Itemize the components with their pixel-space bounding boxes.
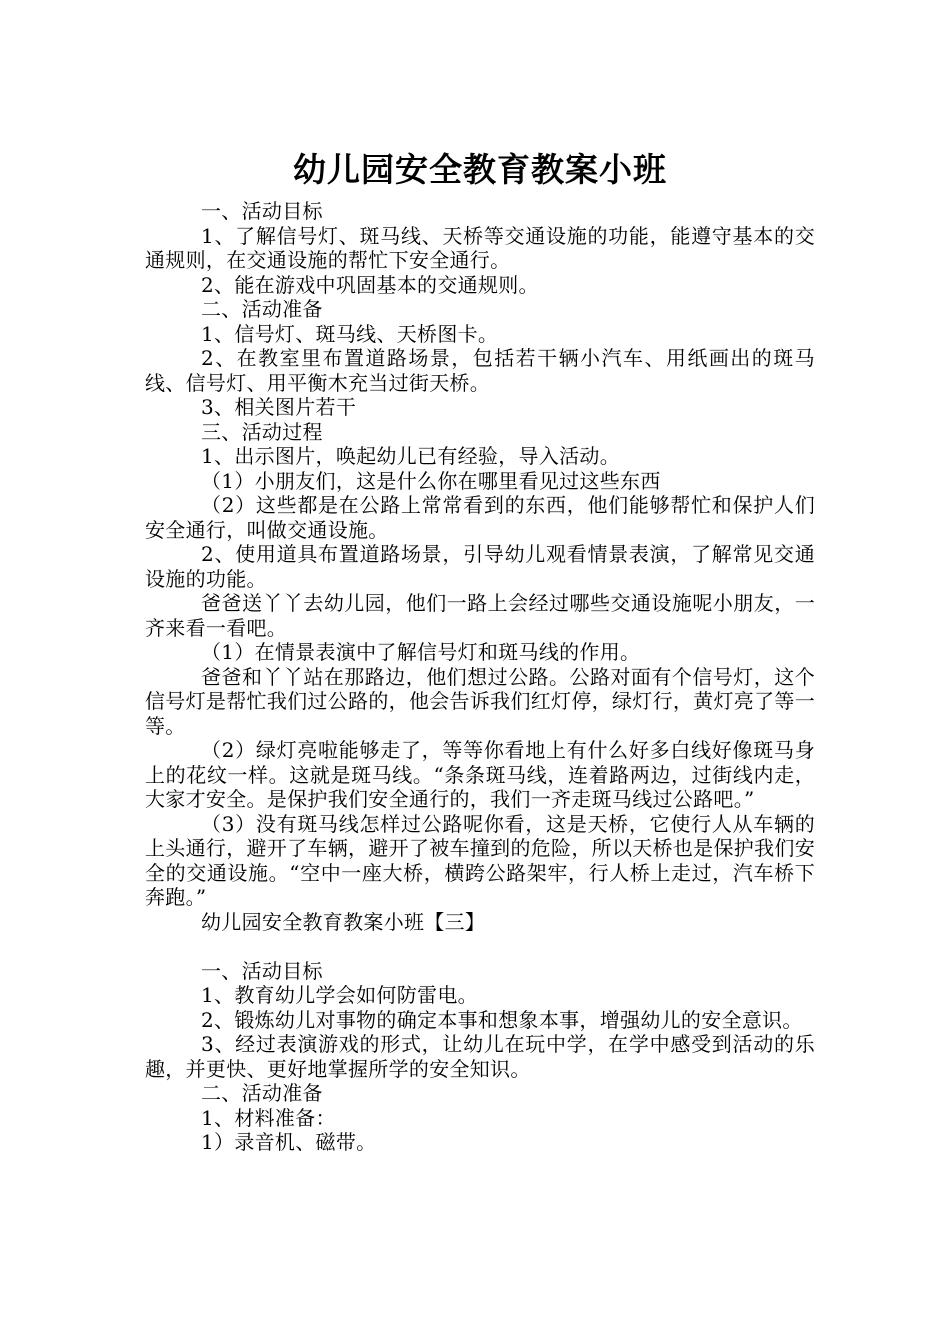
paragraph: （3）没有斑马线怎样过公路呢你看，这是天桥，它使行人从车辆的上头通行，避开了车辆，避开了被车撞到的危险，所以天桥也是保护我们安全的交通设施。“空中一座大桥，横跨公路架牢，行人桥上走过，汽车桥下奔跑。” [145,811,815,909]
document-body [145,199,815,1155]
paragraph: 1、材料准备： [201,1105,336,1130]
paragraph: 一、活动目标 [201,958,323,983]
paragraph: 2、使用道具布置道路场景，引导幼儿观看情景表演，了解常见交通设施的功能。 [145,542,815,591]
blank-line [145,934,815,959]
paragraph: 2、在教室里布置道路场景，包括若干辆小汽车、用纸画出的斑马线、信号灯、用平衡木充当过街天桥。 [145,346,815,395]
paragraph: （2）这些都是在公路上常常看到的东西，他们能够帮忙和保护人们安全通行，叫做交通设施。 [145,493,815,542]
paragraph: 三、活动过程 [201,419,323,444]
paragraph: 1、信号灯、斑马线、天桥图卡。 [201,321,499,346]
paragraph: 爸爸和丫丫站在那路边，他们想过公路。公路对面有个信号灯，这个信号灯是帮忙我们过公路的，他会告诉我们红灯停，绿灯行，黄灯亮了等一等。 [145,664,815,738]
paragraph: 1）录音机、磁带。 [201,1130,377,1154]
paragraph: 二、活动准备 [201,1081,323,1105]
document-title: 幼儿园安全教育教案小班 [293,150,667,190]
paragraph: 幼儿园安全教育教案小班【三】 [201,909,486,934]
paragraph: 爸爸送丫丫去幼儿园，他们一路上会经过哪些交通设施呢小朋友，一齐来看一看吧。 [145,591,815,640]
paragraph: （1）在情景表演中了解信号灯和斑马线的作用。 [201,640,641,664]
paragraph: 3、经过表演游戏的形式，让幼儿在玩中学，在学中感受到活动的乐趣，并更快、更好地掌握所学的安全知识。 [145,1032,815,1081]
paragraph: 1、教育幼儿学会如何防雷电。 [201,983,478,1007]
paragraph: 1、了解信号灯、斑马线、天桥等交通设施的功能，能遵守基本的交通规则，在交通设施的帮忙下安全通行。 [145,223,815,272]
paragraph: （1）小朋友们，这是什么你在哪里看见过这些东西 [201,468,661,493]
paragraph: 2、能在游戏中巩固基本的交通规则。 [201,272,539,297]
paragraph: 3、相关图片若干 [201,395,357,419]
paragraph: （2）绿灯亮啦能够走了，等等你看地上有什么好多白线好像斑马身上的花纹一样。这就是斑马线。“条条斑马线，连着路两边，过街线内走，大家才安全。是保护我们安全通行的，我们一齐走斑马线过公路吧。” [145,738,815,811]
paragraph: 二、活动准备 [201,297,323,321]
paragraph: 2、锻炼幼儿对事物的确定本事和想象本事，增强幼儿的安全意识。 [201,1007,803,1032]
paragraph: 1、出示图片，唤起幼儿已有经验，导入活动。 [201,444,621,468]
paragraph: 一、活动目标 [201,199,323,223]
document-page [145,0,815,1344]
